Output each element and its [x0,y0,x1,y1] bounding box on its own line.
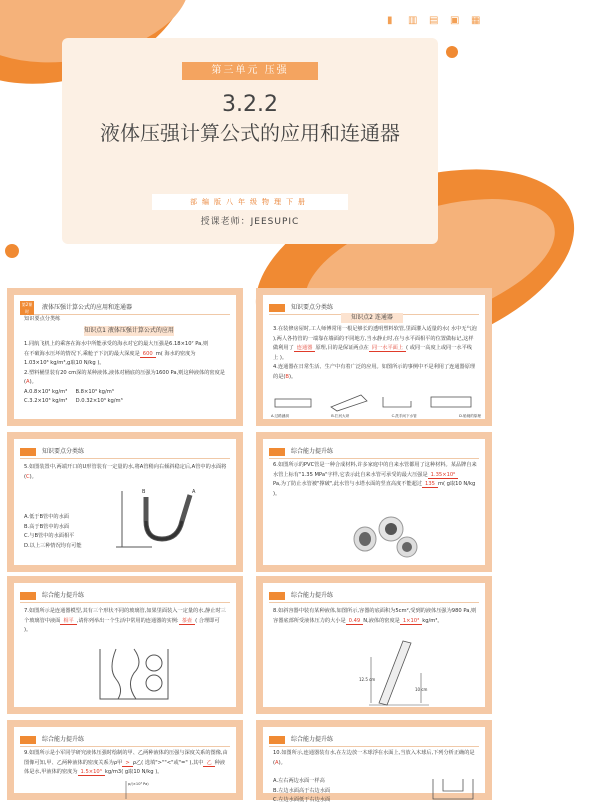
figure-label: 12.5 cm [359,677,376,682]
slide-header: 综合能力提升练 [269,589,479,603]
figure-captions: A.过路涵洞 B.拦河大坝 C.洗手间下水管 D.船闸的原理 [271,414,481,418]
answer: 600 [140,351,156,358]
slide-thumbnail-6[interactable] [256,576,492,714]
connector-ball-illustration [423,777,483,801]
decor-dot [5,244,19,258]
slide-thumbnail-3[interactable] [7,432,243,572]
slide-header: 知识要点分类练 [269,301,479,315]
title-slide [0,0,500,282]
connector-examples-illustration [271,391,479,413]
slide-header: 综合能力提升练 [20,733,230,747]
slide-thumbnail-5[interactable] [7,576,243,714]
lesson-title: 液体压强计算公式的应用和连通器 [100,121,400,145]
svg-text:B: B [142,489,146,495]
question-6: 6.如图所示的PVC管是一种合成材料,许多家庭中的自来水管都用了这种材料。某品牌自来水管上标有"1.35 MPa"字样,它表示此自来水管可承受的最大压强是 1.35×10⁶ Pa,为了防止水管被"撑破",此水管与水塔水面的竖直高度不能超过 135 m( g取10 N/kg )。 [273,462,477,497]
decor-dot [446,46,458,58]
svg-text:A: A [192,489,196,495]
slide-thumbnail-1[interactable]: 第2课时 液体压强计算公式的应用和连通器 知识要点分类练 知识点1 液体压强计算公式的应用 1.同航飞机上的乘客在海水中所能承受的海水对它的最大压强是6.18×10⁷ Pa,则 在不破海水压坏的情况下,乘舱子下沉的最大深度是 600 m( 海水的密度为 1.03×10³ kg/m³,g取10 N/kg )。 2.塑料桶里装有20 cm深的某种液体,液体对桶底的压强为1600 Pa,则这种液体的密度是(A)。 A.0.8×10³ kg/m³ B.8×10³ kg/m³ C.3.2×10³ kg/m³ D.0.32×10³ kg/m³ [7,288,243,426]
briefcase-icon: ▣ [450,15,460,26]
pvc-pipes-illustration [345,509,425,559]
question-1: 1.同航飞机上的乘客在海水中所能承受的海水对它的最大压强是6.18×10⁷ Pa,则 在不破海水压坏的情况下,乘舱子下沉的最大深度是 600 m( 海水的密度为 1.03×10³ kg/m³,g取10 N/kg )。 2.塑料桶里装有20 cm深的某种液体,液体对桶底的压强为1600 Pa,则这种液体的密度是(A)。 A.0.8×10³ kg/m³ B.8×10³ kg/m³ C.3.2×10³ kg/m³ D.0.32×10³ kg/m³ [24,341,225,404]
slide-header: 知识要点分类练 [20,445,230,459]
question-8: 8.如斜容器中装有某种液体,如图所示,容器的底面积为5cm²,受到的液体压强为980 Pa,则容器底部所受液体压力的大小是 0.49 N,液体的密度是 1×10³ kg/m³。 [273,608,477,624]
slide-header: 综合能力提升练 [20,589,230,603]
slide-header: 综合能力提升练 [269,445,479,459]
chart-icon: ▮ [387,15,393,26]
slide-header: 第2课时 液体压强计算公式的应用和连通器 [20,301,230,315]
figure-label: 10 cm [415,687,428,692]
knowledge-point-label: 知识点2 连通器 [341,313,403,323]
slide-thumbnail-8[interactable] [256,720,492,803]
question-3: 3.在装修房屋时,工人师傅常用一根足够长的透明塑料软管,里面灌入适量的水( 水中无气泡 ),两人各持管的一端靠在墙面的不同地方,当水静止时,在与水平面相平的位置做标记,这样做利用了 连通器 原理,目的是保证两点在 同一水平面上 ( 或同一高度上或同一水平线上 )。 4.连通器在日常生活、生产中有着广泛的应用。如图所示的事例中不是利用了连通器原理的是(B)。 [273,326,477,380]
question-7: 7.如图所示是连通器模型,其有三个形状不同的玻璃管,如果里面装入一定量的水,静止时三个玻璃管中液面 相平 ,请你列举出一个生活中常用的连通器的实例: 茶壶 ( 合理即可 )。 [24,608,226,633]
slide-header: 综合能力提升练 [269,733,479,747]
course-subtitle: 部编版八年级物理下册 [152,194,348,210]
bars-icon: ▥ [408,15,418,26]
options: A.低于B管中的水面 B.高于B管中的水面 C.与B管中的水面相平 D.以上三种情况均有可能 [24,514,82,549]
board-icon: ▦ [471,15,481,26]
lesson-number: 3.2.2 [222,92,278,117]
toolbar-icons [387,16,482,26]
options: A.左右两边水面一样高 B.左边水面高于右边水面 C.左边水面低于右边水面 [273,778,331,803]
inclined-tube-illustration [359,633,439,707]
connected-vessels-illustration [94,639,174,709]
lesson-tag: 第2课时 [21,302,33,314]
question-9: 9.如图所示是小军同学研究液体压强时绘制的甲、乙两种液体的压强与深度关系的图像,由图像可知,甲、乙两种液体的密度关系为ρ甲 > ρ乙( 选填">""<"或"=" ),其中 乙 种液体是水,甲液体的密度为 1.5×10³ kg/m3( g取10 N/kg )。 [24,750,228,775]
slide-thumbnail-7[interactable] [7,720,243,800]
question-5: 5.如图装置中,两端开口的U形管装有一定量的水,将A管稍向右倾斜稳定后,A管中的水面将(C)。 [24,464,227,480]
axis-label: p/(×10³ Pa) [128,782,149,786]
slide-thumbnail-2[interactable] [256,288,492,426]
slide-thumbnail-4[interactable] [256,432,492,572]
pressure-depth-graph [118,779,178,799]
answer: A [26,379,30,385]
question-10: 10.如图所示,连通器装有水,在左边放一木球浮在水面上,当放入木球后,下列分析正确的是(A)。 [273,750,475,766]
teacher-label: 授课老师：JEESUPIC [200,217,300,227]
unit-badge: 第三单元 压强 [182,62,318,80]
doc-icon: ▤ [429,15,439,26]
knowledge-point-label: 知识点1 液体压强计算公式的应用 [84,327,174,334]
